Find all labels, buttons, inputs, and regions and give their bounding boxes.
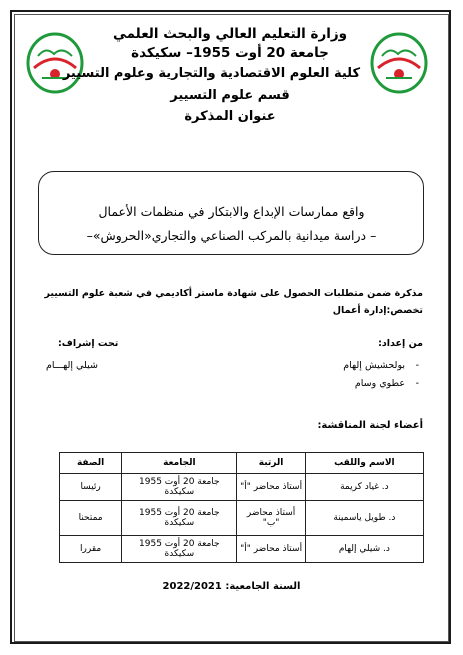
member-university: جامعة 20 أوت 1955 سكيكدة xyxy=(122,501,237,536)
member-rank: أستاذ محاضر "أ" xyxy=(237,536,305,563)
faculty-name: كلية العلوم الاقتصادية والتجارية وعلوم التسيير xyxy=(62,66,360,81)
memo-title-label: عنوان المذكرة xyxy=(184,109,276,124)
member-name: د. طويل ياسمينة xyxy=(305,501,423,536)
table-row xyxy=(60,474,424,501)
supervisor-name: شيلي إلهـــام xyxy=(46,360,98,371)
university-name: جامعة 20 أوت 1955– سكيكدة xyxy=(131,45,329,61)
university-logo-left xyxy=(24,32,86,94)
table-row xyxy=(60,501,424,536)
table-row xyxy=(60,536,424,563)
student-name: بولحشيش إلهام xyxy=(343,360,405,371)
specialization-text: تخصص:إدارة أعمال xyxy=(332,305,423,316)
member-role: ممتحنا xyxy=(60,501,122,536)
academic-year: السنة الجامعية: 2022/2021 xyxy=(162,581,301,592)
member-university: جامعة 20 أوت 1955 سكيكدة xyxy=(122,474,237,501)
ministry-title: وزارة التعليم العالي والبحث العلمي xyxy=(112,26,348,42)
column-header-role: الصفة xyxy=(60,453,122,474)
member-rank: أستاذ محاضر "ب" xyxy=(237,501,305,536)
column-header-rank: الرتبة xyxy=(237,453,305,474)
member-rank: أستاذ محاضر "أ" xyxy=(237,474,305,501)
department-name: قسم علوم التسيير xyxy=(170,88,290,103)
student-bullet: - xyxy=(415,360,419,371)
student-bullet: - xyxy=(415,378,419,389)
member-role: مقررا xyxy=(60,536,122,563)
committee-table xyxy=(59,452,424,563)
member-role: رئيسا xyxy=(60,474,122,501)
student-name: عطوي وسام xyxy=(354,378,405,389)
column-header-name: الاسم واللقب xyxy=(305,453,423,474)
supervision-label: تحت إشراف: xyxy=(58,338,119,349)
memo-title-line1: واقع ممارسات الإبداع والابتكار في منظمات الأعمال xyxy=(98,204,365,219)
prepared-by-label: من إعداد: xyxy=(378,338,423,349)
university-logo-right xyxy=(368,32,430,94)
requirements-text: مذكرة ضمن متطلبات الحصول على شهادة ماستر أكاديمي في شعبة علوم التسيير xyxy=(44,288,423,299)
member-university: جامعة 20 أوت 1955 سكيكدة xyxy=(122,536,237,563)
memo-title-line2: – دراسة ميدانية بالمركب الصناعي والتجاري«الحروش»– xyxy=(86,228,377,243)
column-header-university: الجامعة xyxy=(122,453,237,474)
table-header-row xyxy=(60,453,424,474)
member-name: د. شيلي إلهام xyxy=(305,536,423,563)
committee-title: أعضاء لجنة المناقشة: xyxy=(317,420,423,431)
member-name: د. غياد كريمة xyxy=(305,474,423,501)
